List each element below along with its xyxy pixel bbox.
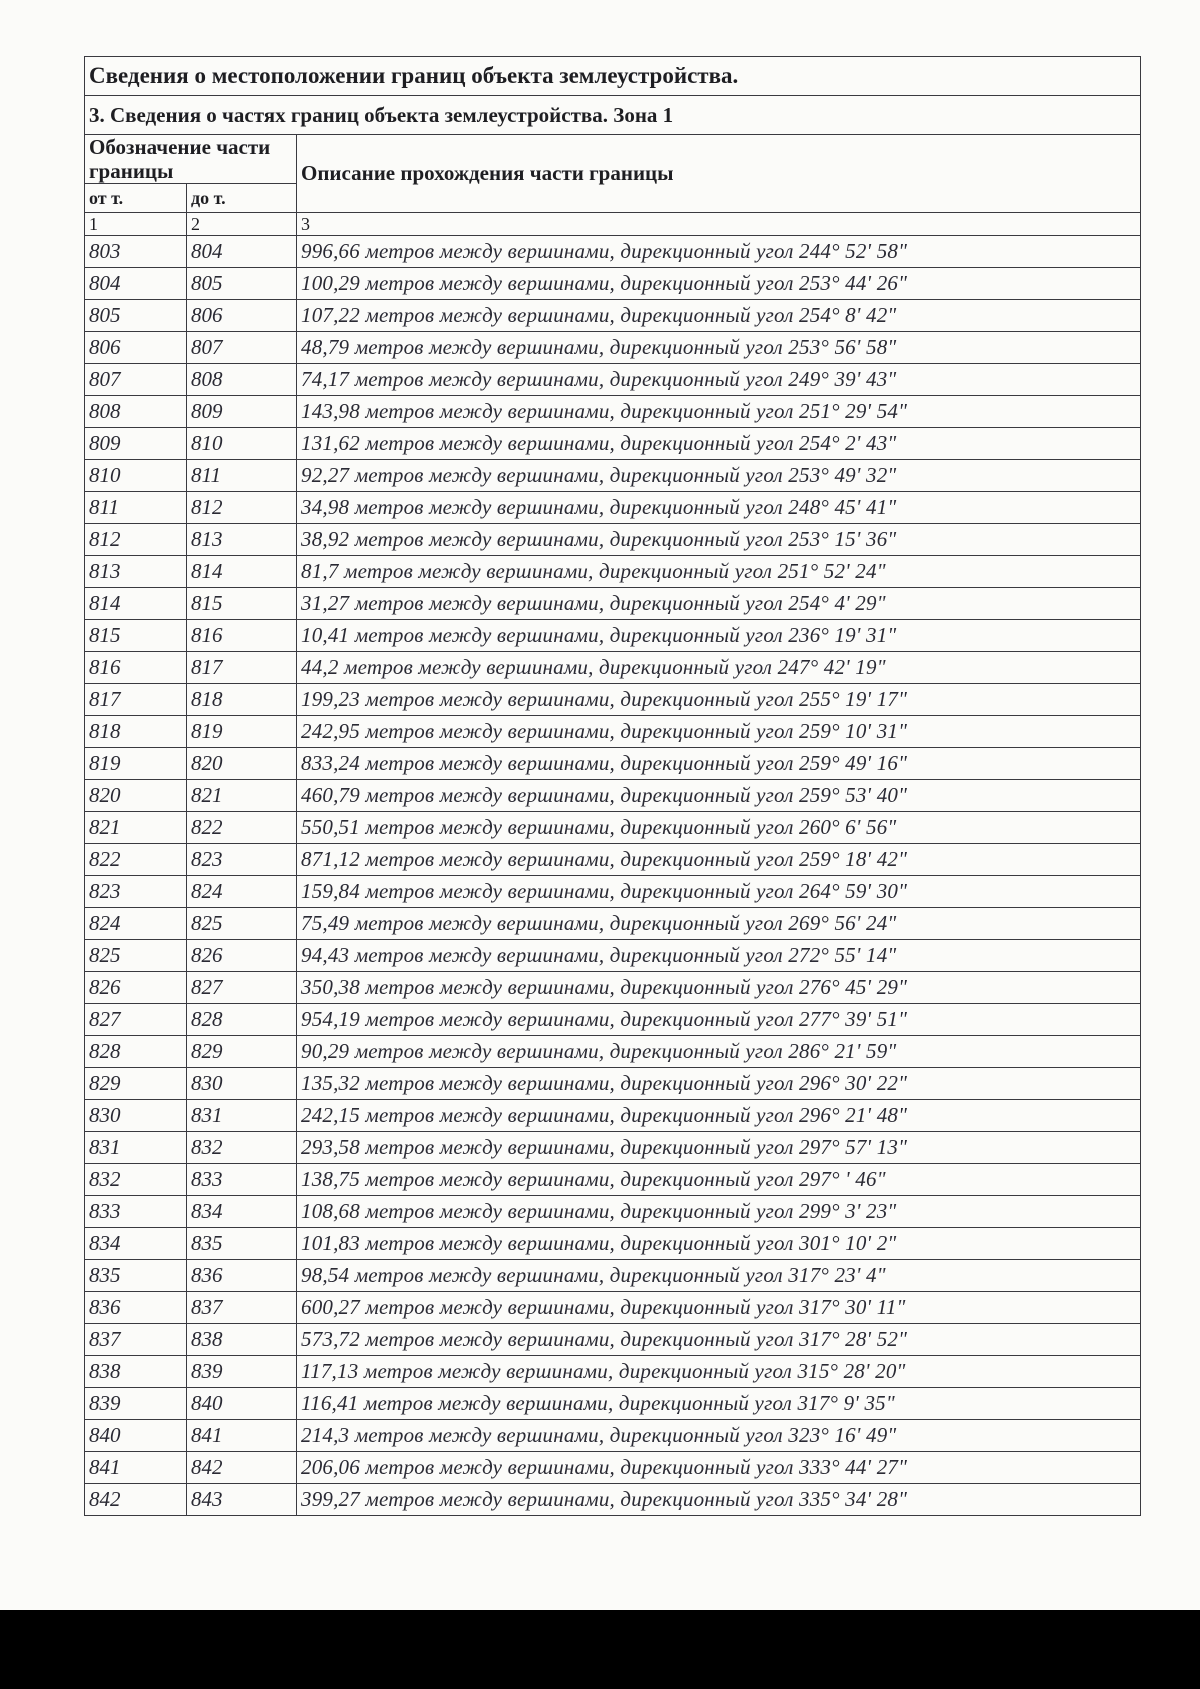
from-point-cell: 835 [85, 1260, 187, 1292]
to-point-cell: 829 [187, 1036, 297, 1068]
from-point-cell: 817 [85, 684, 187, 716]
description-cell: 138,75 метров между вершинами, дирекционный угол 297° ' 46" [297, 1164, 1141, 1196]
to-point-cell: 836 [187, 1260, 297, 1292]
from-point-cell: 840 [85, 1420, 187, 1452]
to-point-cell: 807 [187, 332, 297, 364]
description-header: Описание прохождения части границы [297, 135, 1141, 213]
to-point-cell: 813 [187, 524, 297, 556]
table-row [85, 1132, 1141, 1164]
table-row [85, 1164, 1141, 1196]
table-row [85, 1260, 1141, 1292]
from-point-cell: 820 [85, 780, 187, 812]
to-point-cell: 828 [187, 1004, 297, 1036]
to-point-cell: 810 [187, 428, 297, 460]
from-point-cell: 832 [85, 1164, 187, 1196]
table-row [85, 716, 1141, 748]
description-cell: 399,27 метров между вершинами, дирекционный угол 335° 34' 28" [297, 1484, 1141, 1516]
from-point-cell: 818 [85, 716, 187, 748]
from-point-cell: 811 [85, 492, 187, 524]
description-cell: 242,15 метров между вершинами, дирекционный угол 296° 21' 48" [297, 1100, 1141, 1132]
table-row [85, 844, 1141, 876]
from-point-cell: 830 [85, 1100, 187, 1132]
table-row [85, 460, 1141, 492]
description-cell: 242,95 метров между вершинами, дирекционный угол 259° 10' 31" [297, 716, 1141, 748]
from-point-cell: 833 [85, 1196, 187, 1228]
description-cell: 38,92 метров между вершинами, дирекционный угол 253° 15' 36" [297, 524, 1141, 556]
section-title: 3. Сведения о частях границ объекта землеустройства. Зона 1 [85, 96, 1141, 135]
from-point-cell: 841 [85, 1452, 187, 1484]
from-point-cell: 842 [85, 1484, 187, 1516]
description-cell: 350,38 метров между вершинами, дирекционный угол 276° 45' 29" [297, 972, 1141, 1004]
description-cell: 108,68 метров между вершинами, дирекционный угол 299° 3' 23" [297, 1196, 1141, 1228]
description-cell: 48,79 метров между вершинами, дирекционный угол 253° 56' 58" [297, 332, 1141, 364]
to-point-cell: 835 [187, 1228, 297, 1260]
table-row [85, 652, 1141, 684]
description-cell: 871,12 метров между вершинами, дирекционный угол 259° 18' 42" [297, 844, 1141, 876]
from-point-cell: 804 [85, 268, 187, 300]
to-point-cell: 831 [187, 1100, 297, 1132]
to-point-cell: 804 [187, 236, 297, 268]
from-point-cell: 834 [85, 1228, 187, 1260]
from-point-header: от т. [85, 184, 187, 213]
table-row [85, 236, 1141, 268]
document-title: Сведения о местоположении границ объекта землеустройства. [85, 57, 1141, 96]
to-point-cell: 817 [187, 652, 297, 684]
from-point-cell: 805 [85, 300, 187, 332]
to-point-cell: 814 [187, 556, 297, 588]
to-point-cell: 820 [187, 748, 297, 780]
to-point-cell: 819 [187, 716, 297, 748]
description-cell: 293,58 метров между вершинами, дирекционный угол 297° 57' 13" [297, 1132, 1141, 1164]
table-row [85, 524, 1141, 556]
table-row [85, 268, 1141, 300]
description-cell: 550,51 метров между вершинами, дирекционный угол 260° 6' 56" [297, 812, 1141, 844]
to-point-cell: 812 [187, 492, 297, 524]
designation-header: Обозначение части границы [85, 135, 297, 184]
to-point-cell: 821 [187, 780, 297, 812]
from-point-cell: 814 [85, 588, 187, 620]
to-point-cell: 809 [187, 396, 297, 428]
table-row [85, 588, 1141, 620]
table-row [85, 332, 1141, 364]
table-row [85, 620, 1141, 652]
description-cell: 101,83 метров между вершинами, дирекционный угол 301° 10' 2" [297, 1228, 1141, 1260]
from-point-cell: 824 [85, 908, 187, 940]
table-row [85, 1484, 1141, 1516]
to-point-cell: 805 [187, 268, 297, 300]
table-row [85, 780, 1141, 812]
table-row [85, 1292, 1141, 1324]
column-number-3: 3 [297, 213, 1141, 236]
from-point-cell: 803 [85, 236, 187, 268]
table-row [85, 1452, 1141, 1484]
to-point-cell: 827 [187, 972, 297, 1004]
description-cell: 206,06 метров между вершинами, дирекционный угол 333° 44' 27" [297, 1452, 1141, 1484]
description-cell: 143,98 метров между вершинами, дирекционный угол 251° 29' 54" [297, 396, 1141, 428]
to-point-cell: 843 [187, 1484, 297, 1516]
to-point-cell: 824 [187, 876, 297, 908]
to-point-cell: 815 [187, 588, 297, 620]
table-row [85, 876, 1141, 908]
table-row [85, 1004, 1141, 1036]
from-point-cell: 822 [85, 844, 187, 876]
table-row [85, 396, 1141, 428]
from-point-cell: 825 [85, 940, 187, 972]
to-point-cell: 833 [187, 1164, 297, 1196]
from-point-cell: 838 [85, 1356, 187, 1388]
column-number-1: 1 [85, 213, 187, 236]
description-cell: 74,17 метров между вершинами, дирекционный угол 249° 39' 43" [297, 364, 1141, 396]
description-cell: 116,41 метров между вершинами, дирекционный угол 317° 9' 35" [297, 1388, 1141, 1420]
from-point-cell: 807 [85, 364, 187, 396]
description-cell: 135,32 метров между вершинами, дирекционный угол 296° 30' 22" [297, 1068, 1141, 1100]
from-point-cell: 813 [85, 556, 187, 588]
to-point-header: до т. [187, 184, 297, 213]
description-cell: 34,98 метров между вершинами, дирекционный угол 248° 45' 41" [297, 492, 1141, 524]
description-cell: 117,13 метров между вершинами, дирекционный угол 315° 28' 20" [297, 1356, 1141, 1388]
from-point-cell: 816 [85, 652, 187, 684]
description-cell: 600,27 метров между вершинами, дирекционный угол 317° 30' 11" [297, 1292, 1141, 1324]
table-row [85, 940, 1141, 972]
description-cell: 954,19 метров между вершинами, дирекционный угол 277° 39' 51" [297, 1004, 1141, 1036]
table-row [85, 300, 1141, 332]
from-point-cell: 810 [85, 460, 187, 492]
table-row [85, 1324, 1141, 1356]
table-row [85, 812, 1141, 844]
description-cell: 131,62 метров между вершинами, дирекционный угол 254° 2' 43" [297, 428, 1141, 460]
to-point-cell: 818 [187, 684, 297, 716]
from-point-cell: 823 [85, 876, 187, 908]
to-point-cell: 837 [187, 1292, 297, 1324]
to-point-cell: 823 [187, 844, 297, 876]
to-point-cell: 832 [187, 1132, 297, 1164]
to-point-cell: 826 [187, 940, 297, 972]
description-cell: 10,41 метров между вершинами, дирекционный угол 236° 19' 31" [297, 620, 1141, 652]
table-row [85, 1388, 1141, 1420]
to-point-cell: 825 [187, 908, 297, 940]
description-cell: 100,29 метров между вершинами, дирекционный угол 253° 44' 26" [297, 268, 1141, 300]
table-row [85, 748, 1141, 780]
table-row [85, 364, 1141, 396]
from-point-cell: 815 [85, 620, 187, 652]
table-row [85, 1068, 1141, 1100]
from-point-cell: 836 [85, 1292, 187, 1324]
description-cell: 75,49 метров между вершинами, дирекционный угол 269° 56' 24" [297, 908, 1141, 940]
description-cell: 31,27 метров между вершинами, дирекционный угол 254° 4' 29" [297, 588, 1141, 620]
from-point-cell: 829 [85, 1068, 187, 1100]
table-row [85, 972, 1141, 1004]
from-point-cell: 828 [85, 1036, 187, 1068]
to-point-cell: 841 [187, 1420, 297, 1452]
from-point-cell: 808 [85, 396, 187, 428]
description-cell: 107,22 метров между вершинами, дирекционный угол 254° 8' 42" [297, 300, 1141, 332]
to-point-cell: 822 [187, 812, 297, 844]
description-cell: 996,66 метров между вершинами, дирекционный угол 244° 52' 58" [297, 236, 1141, 268]
from-point-cell: 827 [85, 1004, 187, 1036]
description-cell: 90,29 метров между вершинами, дирекционный угол 286° 21' 59" [297, 1036, 1141, 1068]
description-cell: 81,7 метров между вершинами, дирекционный угол 251° 52' 24" [297, 556, 1141, 588]
column-number-2: 2 [187, 213, 297, 236]
description-cell: 98,54 метров между вершинами, дирекционный угол 317° 23' 4" [297, 1260, 1141, 1292]
table-row [85, 1228, 1141, 1260]
to-point-cell: 840 [187, 1388, 297, 1420]
description-cell: 159,84 метров между вершинами, дирекционный угол 264° 59' 30" [297, 876, 1141, 908]
description-cell: 92,27 метров между вершинами, дирекционный угол 253° 49' 32" [297, 460, 1141, 492]
from-point-cell: 809 [85, 428, 187, 460]
table-row [85, 1356, 1141, 1388]
description-cell: 573,72 метров между вершинами, дирекционный угол 317° 28' 52" [297, 1324, 1141, 1356]
table-row [85, 1036, 1141, 1068]
to-point-cell: 839 [187, 1356, 297, 1388]
table-row [85, 1196, 1141, 1228]
boundary-table [84, 56, 1141, 1516]
to-point-cell: 811 [187, 460, 297, 492]
table-row [85, 556, 1141, 588]
description-cell: 460,79 метров между вершинами, дирекционный угол 259° 53' 40" [297, 780, 1141, 812]
description-cell: 833,24 метров между вершинами, дирекционный угол 259° 49' 16" [297, 748, 1141, 780]
to-point-cell: 808 [187, 364, 297, 396]
from-point-cell: 819 [85, 748, 187, 780]
description-cell: 94,43 метров между вершинами, дирекционный угол 272° 55' 14" [297, 940, 1141, 972]
table-row [85, 908, 1141, 940]
from-point-cell: 821 [85, 812, 187, 844]
from-point-cell: 826 [85, 972, 187, 1004]
to-point-cell: 834 [187, 1196, 297, 1228]
from-point-cell: 812 [85, 524, 187, 556]
table-row [85, 492, 1141, 524]
table-row [85, 1100, 1141, 1132]
to-point-cell: 842 [187, 1452, 297, 1484]
boundary-parts-sheet [84, 56, 1140, 1516]
scan-bottom-border [0, 1610, 1200, 1689]
table-row [85, 428, 1141, 460]
from-point-cell: 806 [85, 332, 187, 364]
to-point-cell: 830 [187, 1068, 297, 1100]
from-point-cell: 839 [85, 1388, 187, 1420]
to-point-cell: 806 [187, 300, 297, 332]
description-cell: 44,2 метров между вершинами, дирекционный угол 247° 42' 19" [297, 652, 1141, 684]
from-point-cell: 837 [85, 1324, 187, 1356]
to-point-cell: 838 [187, 1324, 297, 1356]
description-cell: 199,23 метров между вершинами, дирекционный угол 255° 19' 17" [297, 684, 1141, 716]
table-row [85, 1420, 1141, 1452]
description-cell: 214,3 метров между вершинами, дирекционный угол 323° 16' 49" [297, 1420, 1141, 1452]
table-row [85, 684, 1141, 716]
to-point-cell: 816 [187, 620, 297, 652]
from-point-cell: 831 [85, 1132, 187, 1164]
